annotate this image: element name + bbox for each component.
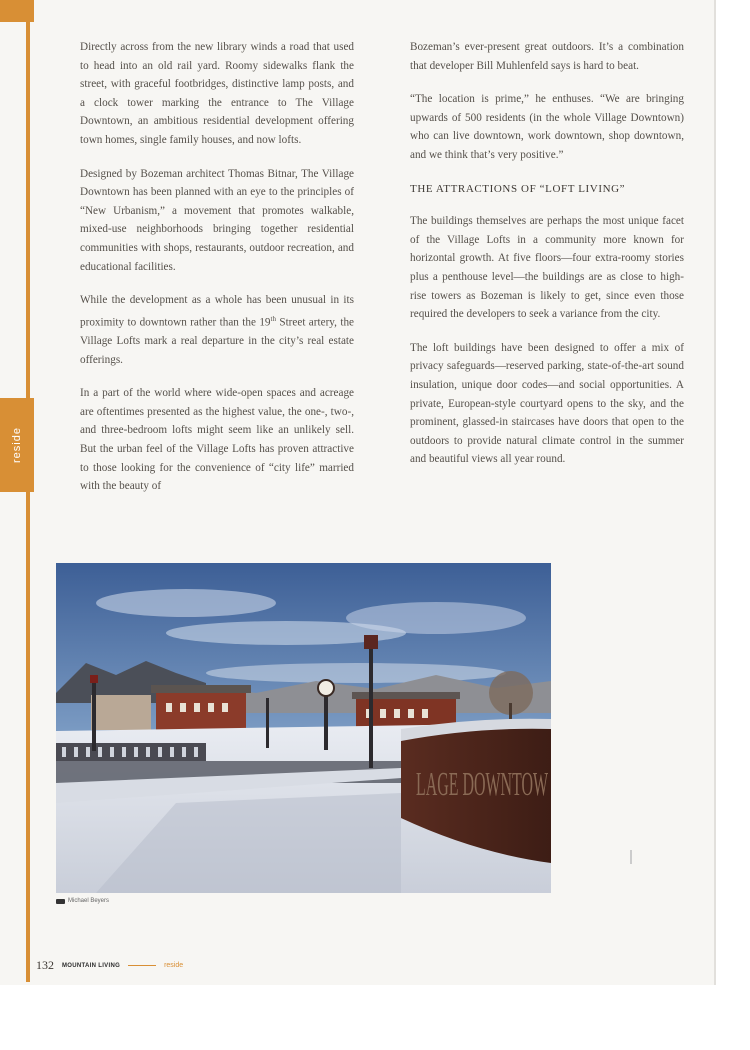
corner-color-tab	[0, 0, 34, 22]
camera-icon	[56, 899, 65, 904]
page-edge	[714, 0, 716, 985]
left-text-column	[80, 38, 354, 511]
section-color-rule	[26, 22, 30, 982]
body-paragraph: “The location is prime,” he enthuses. “We are bringing upwards of 500 residents (in the whole Village Downtown) who can live downtown, work downtown, shop downtown, and we think that’s very positive.”	[410, 93, 684, 161]
village-downtown-photo	[56, 563, 551, 893]
photo-credit	[56, 898, 109, 904]
body-paragraph: While the development as a whole has been unusual in its proximity to downtown rather than the 19th Street artery, the Village Lofts mark a real departure in the city’s real estate offerings.	[80, 294, 355, 366]
right-text-column	[410, 38, 684, 484]
body-paragraph: In a part of the world where wide-open spaces and acreage are oftentimes presented as the highest value, the one-, two-, and three-bedroom lofts might seem like an unlikely sell. But the urban feel of the Village Lofts has proven attractive to those looking for the convenience of “city life” married with the beauty of	[80, 387, 354, 493]
photo-credit-text: Michael Beyers	[68, 898, 110, 904]
section-tab-label: reside	[11, 427, 23, 463]
wall-sign-text: LAGE DOWNTOW	[416, 766, 549, 803]
body-paragraph: Designed by Bozeman architect Thomas Bitnar, The Village Downtown has been planned with an eye to the principles of “New Urbanism,” a movement that promotes walkable, mixed-use neighborhoods bringing together residential communities with shops, restaurants, outdoor recreation, and educational facilities.	[80, 167, 354, 273]
page-footer	[36, 958, 183, 973]
subheading: THE ATTRACTIONS OF “LOFT LIVING”	[410, 182, 626, 195]
scan-margin	[0, 985, 750, 1050]
body-paragraph: Directly across from the new library winds a road that used to head into an old rail yard. Roomy sidewalks flank the street, with graceful footbridges, distinctive lamp posts, and a clock tower marking the entrance to The Village Downtown, an ambitious residential development offering town homes, single family houses, and now lofts.	[80, 41, 354, 146]
section-tab	[0, 398, 34, 492]
magazine-logo: MOUNTAIN LIVING	[62, 962, 121, 969]
body-paragraph: The loft buildings have been designed to offer a mix of privacy safeguards—reserved parking, state-of-the-art sound insulation, unique door codes—and social opportunities. A private, European-style courtyard opens to the sky, and the prominent, glassed-in staircases have doors that open to the outdoors to provide natural climate control in the summer and beautiful views all year round.	[410, 341, 684, 466]
body-paragraph: The buildings themselves are perhaps the most unique facet of the Village Lofts in a community more known for horizontal growth. At five floors—four extra-roomy stories plus a penthouse level—the buildings are as close to high-rise towers as Bozeman is likely to get, since even those required the developers to seek a variance from the city.	[410, 215, 684, 321]
scan-mark	[630, 850, 632, 864]
footer-divider	[128, 965, 156, 966]
footer-section-label: reside	[164, 962, 184, 969]
body-paragraph: Bozeman’s ever-present great outdoors. It’s a combination that developer Bill Muhlenfeld says is hard to beat.	[410, 41, 684, 72]
page-number: 132	[36, 958, 54, 972]
